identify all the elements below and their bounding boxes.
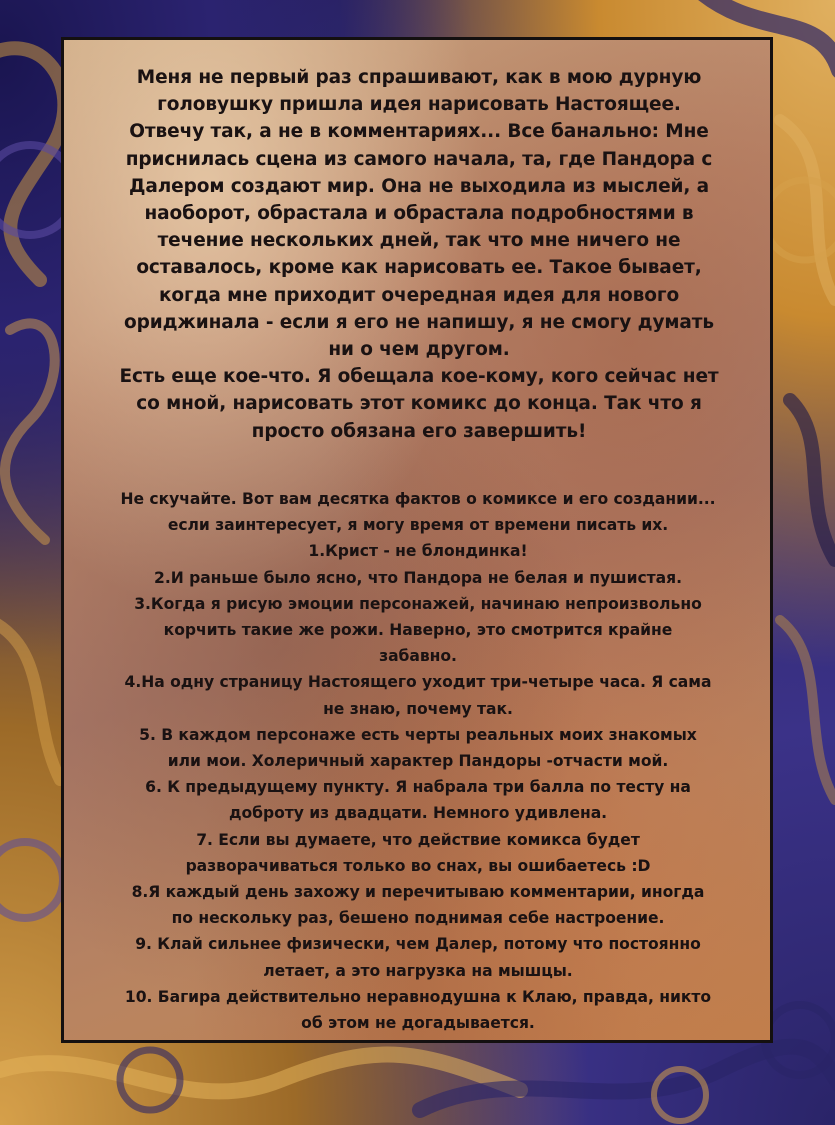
facts-line: 1.Крист - не блондинка!	[308, 542, 528, 561]
facts-line: или мои. Холеричный характер Пандоры -отчасти мой.	[167, 752, 669, 771]
intro-line: приснилась сцена из самого начала, та, где Пандора с	[125, 148, 713, 170]
facts-line: 4.На одну страницу Настоящего уходит три-четыре часа. Я сама	[124, 673, 712, 692]
text-panel	[61, 37, 773, 1043]
intro-line: Отвечу так, а не в комментариях... Все банально: Мне	[129, 121, 709, 143]
facts-line: 9. Клай сильнее физически, чем Далер, потому что постоянно	[135, 935, 701, 954]
facts-line: не знаю, почему так.	[323, 699, 513, 718]
facts-line: Не скучайте. Вот вам десятка фактов о комиксе и его создании...	[120, 490, 716, 508]
facts-list	[68, 486, 768, 1036]
intro-line: со мной, нарисовать этот комикс до конца. Так что я	[136, 393, 702, 415]
facts-line: 7. Если вы думаете, что действие комикса будет	[196, 830, 640, 849]
intro-line: просто обязана его завершить!	[251, 420, 587, 442]
facts-line: 2.И раньше было ясно, что Пандора не белая и пушистая.	[154, 568, 682, 587]
intro-line: наоборот, обрастала и обрастала подробностями в	[144, 203, 694, 225]
facts-line: забавно.	[379, 647, 457, 666]
facts-line: летает, а это нагрузка на мышцы.	[263, 961, 573, 980]
facts-line: разворачиваться только во снах, вы ошибаетесь :D	[185, 856, 651, 875]
intro-line: ни о чем другом.	[328, 339, 510, 361]
intro-line: Есть еще кое-что. Я обещала кое-кому, кого сейчас нет	[119, 366, 719, 388]
facts-line: 8.Я каждый день захожу и перечитываю комментарии, иногда	[131, 883, 705, 902]
facts-line: 10. Багира действительно неравнодушна к Клаю, правда, никто	[124, 987, 712, 1006]
facts-line: 5. В каждом персонаже есть черты реальных моих знакомых	[139, 725, 697, 744]
facts-line: доброту из двадцати. Немного удивлена.	[228, 804, 608, 823]
intro-paragraph	[74, 64, 764, 445]
facts-line: 6. К предыдущему пункту. Я набрала три балла по тесту на	[145, 778, 691, 797]
intro-line: когда мне приходит очередная идея для нового	[158, 284, 680, 306]
intro-line: ориджинала - если я его не напишу, я не смогу думать	[123, 311, 715, 333]
intro-line: головушку пришла идея нарисовать Настоящее.	[157, 94, 681, 116]
facts-line: корчить такие же рожи. Наверно, это смотрится крайне	[163, 621, 673, 640]
facts-line: об этом не догадывается.	[301, 1014, 535, 1033]
intro-line: течение нескольких дней, так что мне ничего не	[157, 230, 681, 252]
intro-line: Меня не первый раз спрашивают, как в мою дурную	[136, 67, 702, 88]
intro-line: оставалось, кроме как нарисовать ее. Такое бывает,	[136, 257, 702, 279]
intro-line: Далером создают мир. Она не выходила из мыслей, а	[128, 175, 710, 197]
facts-line: 3.Когда я рисую эмоции персонажей, начинаю непроизвольно	[134, 594, 702, 613]
facts-line: по нескольку раз, бешено поднимая себе настроение.	[171, 909, 665, 928]
facts-line: если заинтересует, я могу время от времени писать их.	[167, 516, 669, 535]
